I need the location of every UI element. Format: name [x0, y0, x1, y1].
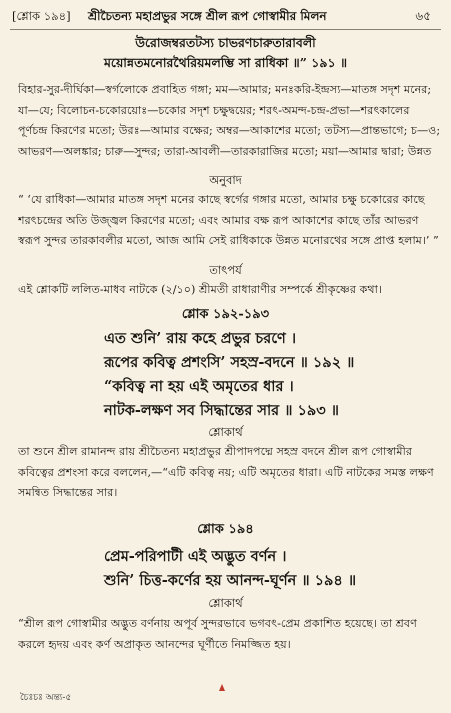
verse-194-line-1: প্রেম-পরিপাটী এই অদ্ভুত বর্ণন ।: [104, 548, 287, 565]
page-number: ৬৫: [415, 9, 431, 23]
footer-signature: চৈঃচঃ অন্ত্য-৫: [20, 693, 72, 703]
verse-193-line-2: নাটক-লক্ষণ সব সিদ্ধান্তের সার ॥ ১৯৩ ॥: [104, 402, 339, 419]
verse-194-line-2: শুনি’ চিত্ত-কর্ণের হয় আনন্দ-ঘূর্ণন ॥ ১৯৪ ॥: [104, 572, 357, 589]
sanskrit-line-1: উরোজম্বরতটস্য চাভরণচারুতারাবলী: [135, 35, 316, 50]
verse-meaning-paragraph-2: “শ্রীল রূপ গোস্বামীর অদ্ভুত বর্ণনায় অপূর্ব সুন্দরভাবে ভগবৎ-প্রেম প্রকাশিত হয়েছে। তা শ্রবণ করলে হৃদয় এবং কর্ণ অপ্রাকৃত আনন্দের ঘূর্ণীতে নিমজ্জিত হয়।: [18, 617, 417, 651]
running-verse-ref: [শ্লোক ১৯৪]: [12, 9, 71, 23]
verse-meaning-heading-1: শ্লোকার্থ: [208, 425, 243, 439]
running-chapter-title: শ্রীচৈতন্য মহাপ্রভুর সঙ্গে শ্রীল রূপ গোস্বামীর মিলন: [88, 9, 327, 23]
verse-192-line-1: এত শুনি’ রায় কহে প্রভুর চরণে ।: [104, 330, 297, 347]
page-ornament-mark: [219, 684, 225, 691]
verse-194-heading: শ্লোক ১৯৪: [197, 522, 254, 537]
header-rule: [10, 29, 441, 30]
verse-192-line-2: রূপের কবিত্ব প্রশংসি’ সহস্র-বদনে ॥ ১৯২ ॥: [104, 354, 355, 371]
verse-193-line-1: “কবিত্ব না হয় এই অমৃতের ধার ।: [104, 378, 294, 395]
synonyms-paragraph: বিহার-সুর-দীর্ঘিকা—স্বর্গলোকে প্রবাহিত গঙ্গা; মম—আমার; মনঃকরি-ইন্দ্রস্য—মাতঙ্গ সদৃশ মনের; যা—যে; বিলোচন-চকোরয়োঃ—চকোর সদৃশ চক্ষুদ্বয়ের; শরৎ-অমন্দ-চন্দ্র-প্রভা—শরৎকালের পূর্ণচন্দ্র কিরণের মতো; উরঃ—আমার বক্ষের; অম্বর—আকাশের মতো; তটস্য—প্রান্তভাগে; চ—ও; আভরণ—অলঙ্কার; চারু—সুন্দর; তারা-আবলী—তারকারাজির মতো; ময়া—আমার দ্বারা; উন্নত: [18, 83, 441, 158]
verse-meaning-heading-2: শ্লোকার্থ: [208, 596, 243, 610]
translation-paragraph: “ ‘যে রাধিকা—আমার মাতঙ্গ সদৃশ মনের কাছে স্বর্গের গঙ্গার মতো, আমার চক্ষু চকোরের কাছে শরৎচন্দ্রের অতি উজ্জ্বল কিরণের মতো; এবং আমার বক্ষ রূপ আকাশের কাছে তাঁর আভরণ স্বরূপ সুন্দর তারকাবলীর মতো, আজ আমি সেই রাধিকাকে উন্নত মনোরথের সঙ্গে প্রাপ্ত হলাম।’ ”: [18, 193, 439, 248]
translation-heading: অনুবাদ: [209, 173, 242, 187]
sanskrit-line-2: ময়োন্নতমনোরথৈরিয়মলম্ভি সা রাধিকা ॥” ১৯১ ॥: [103, 55, 348, 70]
verse-meaning-paragraph-1: তা শুনে শ্রীল রামানন্দ রায় শ্রীচৈতন্য মহাপ্রভুর শ্রীপাদপদ্মে সহস্র বদনে শ্রীল রূপ গোস্বামীর কবিত্বের প্রশংসা করে বললেন,—“এটি কবিত্ব নয়; এটি অমৃতের ধারা। এটি নাটকের সমস্ত লক্ষণ সমন্বিত সিদ্ধান্তের সার।: [18, 445, 434, 500]
verse-192-193-heading: শ্লোক ১৯২-১৯৩: [181, 307, 270, 322]
purport-heading: তাৎপর্য: [209, 263, 242, 277]
purport-paragraph: এই শ্লোকটি ললিত-মাধব নাটকে (২/১০) শ্রীমতী রাধারাণীর সম্পর্কে শ্রীকৃষ্ণের কথা।: [18, 283, 382, 296]
